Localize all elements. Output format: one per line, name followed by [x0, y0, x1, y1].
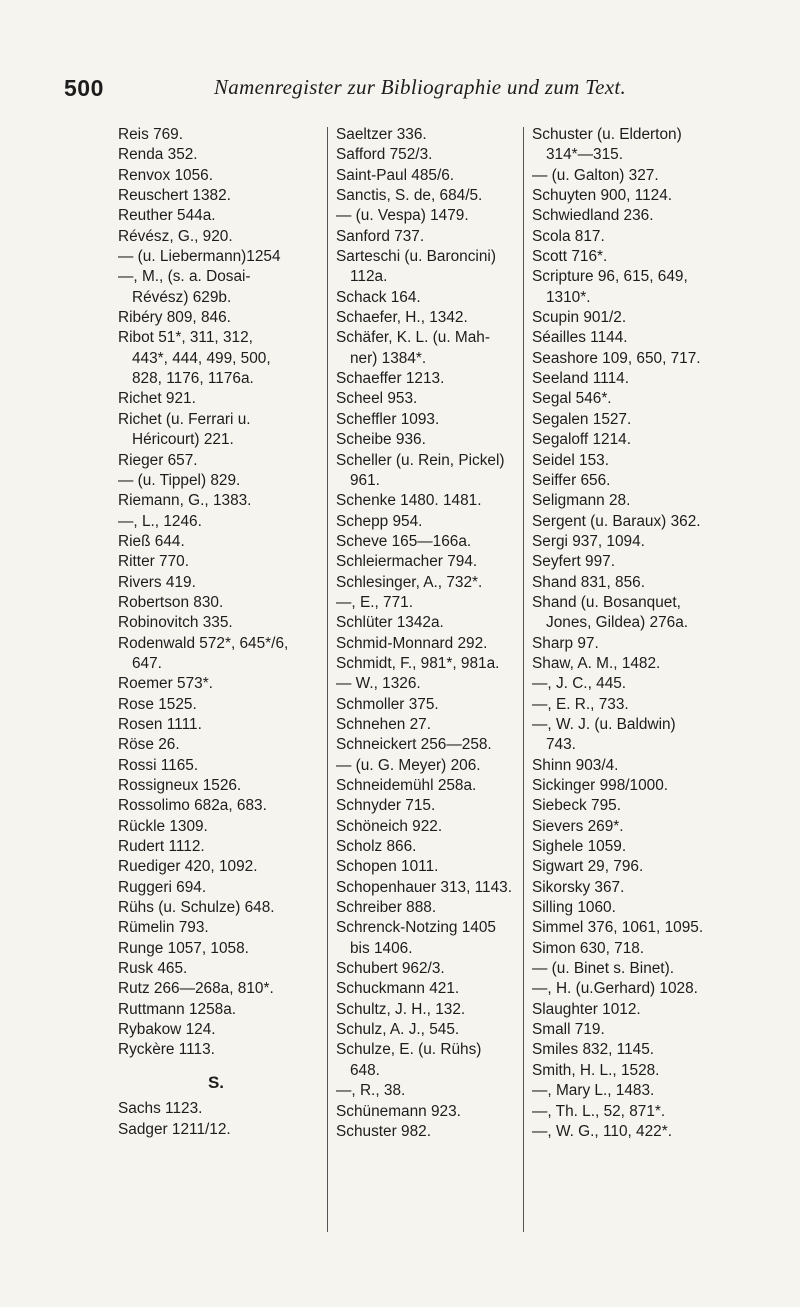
index-entry: Siebeck 795. [532, 797, 621, 815]
index-entry: Saeltzer 336. [336, 126, 427, 143]
index-entry: Schopenhauer 313, 1143. [336, 878, 512, 896]
index-entry: Rieger 657. [118, 451, 198, 469]
index-entry-continuation: 743. [546, 736, 576, 754]
index-entry: —, Th. L., 52, 871*. [532, 1102, 666, 1120]
index-entry: Riemann, G., 1383. [118, 492, 252, 510]
index-entry: Safford 752/3. [336, 146, 433, 164]
index-entry: Schneidemühl 258a. [336, 777, 477, 794]
index-entry-continuation: 1310*. [546, 288, 591, 306]
index-entry: Seidel 153. [532, 451, 610, 469]
index-entry: Slaughter 1012. [532, 1000, 641, 1018]
index-entry: Schnyder 715. [336, 797, 436, 815]
index-entry: Scheffler 1093. [336, 410, 440, 428]
index-entry: Ribot 51*, 311, 312, [118, 329, 253, 347]
index-columns [114, 125, 738, 1245]
index-entry: Schubert 962/3. [336, 960, 445, 978]
index-entry: Rose 1525. [118, 695, 197, 713]
index-entry: Sigwart 29, 796. [532, 858, 644, 876]
index-entry: Seiffer 656. [532, 471, 611, 489]
index-column-3 [532, 125, 742, 1245]
index-entry: Schenke 1480. 1481. [336, 492, 482, 510]
index-entry: Schmidt, F., 981*, 981a. [336, 654, 500, 672]
index-entry: Shaw, A. M., 1482. [532, 654, 661, 672]
index-entry-continuation: 828, 1176, 1176a. [132, 370, 254, 388]
letter-section-heading: S. [207, 1072, 225, 1092]
index-entry-continuation: ner) 1384*. [350, 349, 427, 367]
index-entry: Schmoller 375. [336, 695, 439, 713]
index-entry: Schleiermacher 794. [336, 553, 478, 571]
index-entry: Seyfert 997. [532, 553, 615, 571]
index-entry: Sanctis, S. de, 684/5. [336, 187, 483, 205]
index-entry: Ritter 770. [118, 553, 190, 571]
index-entry: Segaloff 1214. [532, 431, 631, 449]
index-entry: Segal 546*. [532, 390, 612, 408]
index-entry: Révész, G., 920. [118, 227, 233, 245]
index-entry: Shand 831, 856. [532, 573, 645, 591]
index-entry: Reuschert 1382. [118, 187, 231, 205]
index-entry: Schuster (u. Elderton) [532, 126, 682, 143]
index-entry: Rückle 1309. [118, 817, 208, 835]
index-entry: Sharp 97. [532, 634, 599, 652]
index-entry: Sikorsky 367. [532, 878, 625, 896]
index-entry: Ribéry 809, 846. [118, 309, 231, 327]
index-entry: Sarteschi (u. Baroncini) [336, 248, 496, 266]
index-entry-continuation: 961. [350, 471, 380, 489]
index-entry: Schultz, J. H., 132. [336, 1000, 466, 1018]
index-entry: Schäfer, K. L. (u. Mah- [336, 329, 490, 347]
index-entry: Seashore 109, 650, 717. [532, 349, 701, 367]
index-entry: Ruediger 420, 1092. [118, 858, 258, 876]
index-entry-continuation: 314*—315. [546, 146, 624, 164]
index-entry: —, J. C., 445. [532, 675, 627, 693]
running-title: Namenregister zur Bibliographie und zum Text. [214, 75, 627, 99]
index-entry: Schulze, E. (u. Rühs) [336, 1041, 482, 1059]
column-divider [523, 127, 524, 1232]
index-entry: Scheller (u. Rein, Pickel) [336, 451, 505, 469]
index-entry: Sadger 1211/12. [118, 1120, 231, 1138]
index-entry: Scheibe 936. [336, 431, 426, 449]
index-entry: — W., 1326. [336, 675, 421, 693]
index-entry: —, W. G., 110, 422*. [532, 1122, 673, 1140]
index-entry: Rivers 419. [118, 573, 196, 591]
index-entry: Silling 1060. [532, 899, 616, 917]
index-entry: — (u. Vespa) 1479. [336, 207, 469, 225]
index-entry: Sergent (u. Baraux) 362. [532, 512, 701, 530]
index-entry: Rieß 644. [118, 532, 185, 550]
index-entry: Sievers 269*. [532, 817, 624, 835]
index-entry: Schopen 1011. [336, 858, 439, 876]
index-entry: Scholz 866. [336, 838, 417, 856]
index-entry-continuation: 647. [132, 654, 162, 672]
index-entry: — (u. Tippel) 829. [118, 471, 241, 489]
index-entry: Shand (u. Bosanquet, [532, 593, 681, 611]
index-entry-continuation: Révész) 629b. [132, 288, 232, 306]
index-entry: Runge 1057, 1058. [118, 939, 249, 957]
index-entry: Ruttmann 1258a. [118, 1000, 237, 1018]
index-entry: Scott 716*. [532, 248, 608, 266]
index-entry: Rodenwald 572*, 645*/6, [118, 634, 289, 652]
index-entry: Smiles 832, 1145. [532, 1041, 655, 1059]
index-entry: Schack 164. [336, 288, 421, 306]
index-entry: Schlüter 1342a. [336, 614, 444, 632]
index-column-2 [336, 125, 526, 1245]
index-entry: Schuckmann 421. [336, 980, 460, 998]
index-entry: —, H. (u.Gerhard) 1028. [532, 980, 698, 998]
index-entry: Ryckère 1113. [118, 1041, 215, 1059]
index-entry: Séailles 1144. [532, 329, 628, 347]
index-entry: Schneickert 256—258. [336, 736, 492, 754]
index-entry: Richet (u. Ferrari u. [118, 410, 251, 428]
index-entry: Rossigneux 1526. [118, 777, 242, 794]
index-entry: Schnehen 27. [336, 715, 431, 733]
index-entry: Rosen 1111. [118, 715, 202, 733]
page-header [64, 75, 736, 115]
index-entry: Shinn 903/4. [532, 756, 619, 774]
index-entry: — (u. Galton) 327. [532, 166, 659, 184]
index-entry: Reuther 544a. [118, 207, 216, 225]
index-entry-continuation: bis 1406. [350, 939, 413, 957]
index-entry: Reis 769. [118, 126, 184, 143]
index-entry: Renda 352. [118, 146, 198, 164]
index-entry: Schuster 982. [336, 1122, 431, 1140]
index-entry: Scola 817. [532, 227, 605, 245]
index-entry: — (u. Liebermann)1254 [118, 248, 281, 266]
index-entry-continuation: 112a. [350, 268, 388, 286]
index-entry: Sickinger 998/1000. [532, 777, 669, 794]
index-entry: Renvox 1056. [118, 166, 213, 184]
index-entry-continuation: 443*, 444, 499, 500, [132, 349, 271, 367]
index-entry: —, E., 771. [336, 593, 413, 611]
index-entry-continuation: Héricourt) 221. [132, 431, 234, 449]
index-entry: Scheve 165—166a. [336, 532, 472, 550]
index-entry: —, Mary L., 1483. [532, 1082, 655, 1100]
index-entry: —, L., 1246. [118, 512, 202, 530]
index-entry: —, E. R., 733. [532, 695, 629, 713]
index-entry: Sachs 1123. [118, 1100, 203, 1118]
index-entry: Scheel 953. [336, 390, 418, 408]
index-entry: Rutz 266—268a, 810*. [118, 980, 274, 998]
index-entry: — (u. G. Meyer) 206. [336, 756, 481, 774]
index-entry: Schulz, A. J., 545. [336, 1021, 460, 1039]
index-entry: Rossolimo 682a, 683. [118, 797, 267, 815]
index-entry: Simmel 376, 1061, 1095. [532, 919, 704, 937]
index-entry: Roemer 573*. [118, 675, 213, 693]
index-entry: Small 719. [532, 1021, 605, 1039]
index-entry: Rybakow 124. [118, 1021, 216, 1039]
index-entry: Sanford 737. [336, 227, 425, 245]
index-entry: Röse 26. [118, 736, 180, 754]
index-column-1 [118, 125, 314, 1245]
column-divider [327, 127, 328, 1232]
index-entry: Schuyten 900, 1124. [532, 187, 673, 205]
index-entry: Scripture 96, 615, 649, [532, 268, 688, 286]
index-entry: —, W. J. (u. Baldwin) [532, 715, 676, 733]
index-entry: Schünemann 923. [336, 1102, 461, 1120]
index-entry: —, R., 38. [336, 1082, 406, 1100]
index-entry: Seligmann 28. [532, 492, 631, 510]
index-entry: Rossi 1165. [118, 756, 199, 774]
page-number: 500 [64, 75, 104, 101]
index-entry-continuation: Jones, Gildea) 276a. [546, 614, 689, 632]
index-entry: Richet 921. [118, 390, 196, 408]
index-entry: —, M., (s. a. Dosai- [118, 268, 251, 286]
index-entry: Smith, H. L., 1528. [532, 1061, 660, 1079]
index-entry: Schreiber 888. [336, 899, 437, 917]
index-entry: Rümelin 793. [118, 919, 209, 937]
index-entry: Ruggeri 694. [118, 878, 207, 896]
index-entry: Sergi 937, 1094. [532, 532, 645, 550]
index-entry: Schlesinger, A., 732*. [336, 573, 483, 591]
index-entry: Sighele 1059. [532, 838, 627, 856]
index-entry: Schepp 954. [336, 512, 423, 530]
index-entry: — (u. Binet s. Binet). [532, 960, 674, 978]
index-entry: Schrenck-Notzing 1405 [336, 919, 496, 937]
index-entry: Scupin 901/2. [532, 309, 627, 327]
index-entry: Robinovitch 335. [118, 614, 233, 632]
index-entry: Rühs (u. Schulze) 648. [118, 899, 275, 917]
index-entry: Segalen 1527. [532, 410, 632, 428]
index-entry: Seeland 1114. [532, 370, 629, 388]
index-entry: Schöneich 922. [336, 817, 443, 835]
index-entry: Saint-Paul 485/6. [336, 166, 455, 184]
index-entry: Schaefer, H., 1342. [336, 309, 468, 327]
index-entry: Rusk 465. [118, 960, 188, 978]
index-entry: Schwiedland 236. [532, 207, 654, 225]
index-entry: Robertson 830. [118, 593, 224, 611]
index-entry: Schaeffer 1213. [336, 370, 445, 388]
index-entry: Simon 630, 718. [532, 939, 645, 957]
index-entry: Schmid-Monnard 292. [336, 634, 488, 652]
index-entry-continuation: 648. [350, 1061, 380, 1079]
index-entry: Rudert 1112. [118, 838, 205, 856]
